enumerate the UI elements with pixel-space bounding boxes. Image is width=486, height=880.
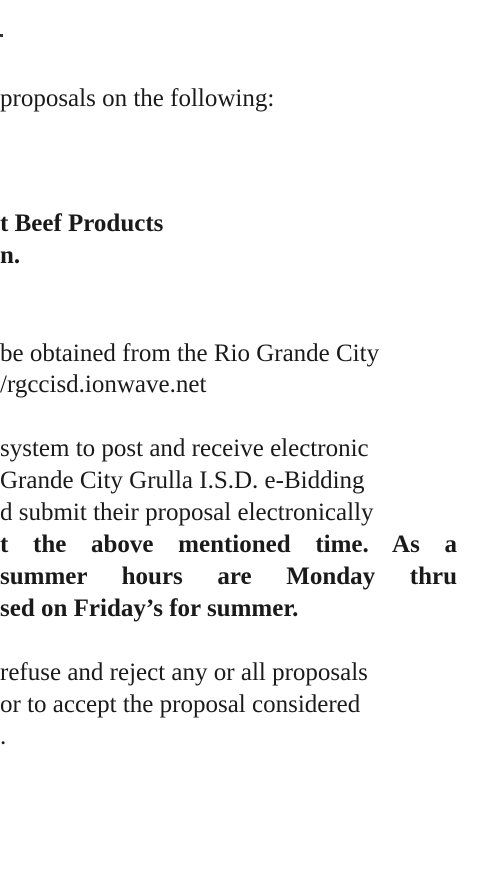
paragraph-2-bold-line-1: t the above mentioned time. As a (0, 531, 457, 558)
paragraph-1-line-2: /rgccisd.ionwave.net (0, 371, 207, 398)
paragraph-1-line-1: be obtained from the Rio Grande City (0, 340, 380, 367)
paragraph-2-bold-line-2: summer hours are Monday thru (0, 563, 457, 590)
paragraph-3-line-1: refuse and reject any or all proposals (0, 659, 368, 686)
paragraph-2-line-2: Grande City Grulla I.S.D. e-Bidding (0, 467, 365, 494)
item-title-line-1: t Beef Products (0, 210, 164, 237)
paragraph-2-line-3: d submit their proposal electronically (0, 499, 374, 526)
item-title-line-2: n. (0, 242, 21, 269)
paragraph-2-line-1: system to post and receive electronic (0, 435, 369, 462)
paragraph-2-bold-line-3: sed on Friday’s for summer. (0, 595, 299, 622)
paragraph-3-line-2: or to accept the proposal considered (0, 691, 361, 718)
paragraph-3-line-3: . (0, 723, 7, 750)
edge-mark (0, 34, 3, 37)
intro-line: proposals on the following: (0, 85, 275, 112)
